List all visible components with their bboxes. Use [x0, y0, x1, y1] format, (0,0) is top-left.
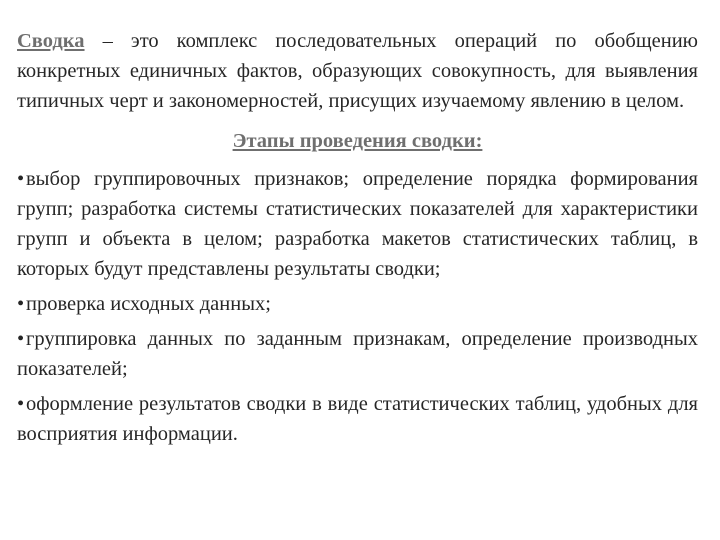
stages-list [17, 164, 698, 449]
bullet-icon: • [17, 393, 25, 415]
definition-term: Сводка [17, 30, 85, 52]
slide-content [17, 26, 698, 454]
bullet-icon: • [17, 328, 25, 350]
list-item-text: группировка данных по заданным признакам, определение производных показателей; [17, 328, 698, 380]
list-item [17, 324, 698, 384]
list-item-text: проверка исходных данных; [26, 293, 271, 315]
definition-paragraph [17, 26, 698, 116]
list-item [17, 389, 698, 449]
stages-heading: Этапы проведения сводки: [232, 130, 483, 152]
list-item [17, 289, 698, 319]
bullet-icon: • [17, 168, 25, 190]
list-item [17, 164, 698, 284]
definition-text: – это комплекс последовательных операций по обобщению конкретных единичных фактов, образующих совокупность, для выявления типичных черт и закономерностей, присущих изучаемому явлению в целом. [17, 30, 698, 112]
list-item-text: оформление результатов сводки в виде статистических таблиц, удобных для восприятия информации. [17, 393, 698, 445]
list-item-text: выбор группировочных признаков; определение порядка формирования групп; разработка системы статистических показателей для характеристики групп и объекта в целом; разработка макетов статистических таблиц, в которых будут представлены результаты сводки; [17, 168, 698, 280]
bullet-icon: • [17, 293, 25, 315]
